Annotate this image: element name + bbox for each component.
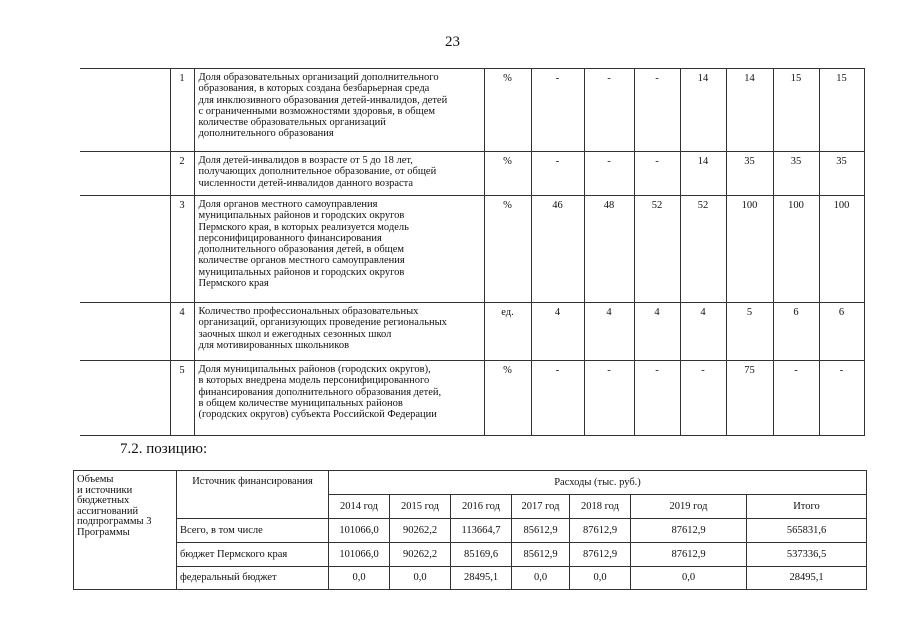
description-line: Доля детей-инвалидов в возрасте от 5 до 18 лет, — [198, 155, 413, 166]
description-line: муниципальных районов и городских округов — [198, 210, 405, 222]
amount-cell: 565831,6 — [747, 519, 867, 543]
indicator-value: - — [531, 69, 584, 152]
indicator-value: 5 — [726, 303, 773, 361]
blank-cell — [80, 196, 170, 303]
indicator-description — [194, 361, 484, 436]
indicator-value: 52 — [680, 196, 726, 303]
blank-cell — [80, 303, 170, 361]
amount-cell: 85612,9 — [512, 543, 570, 567]
indicator-value: 15 — [773, 69, 819, 152]
amount-cell: 87612,9 — [631, 519, 747, 543]
year-header: 2016 год — [451, 495, 512, 519]
year-header: 2017 год — [512, 495, 570, 519]
description-line: для инклюзивного образования детей-инвалидов, детей — [198, 94, 448, 106]
indicator-description — [194, 196, 484, 303]
amount-cell: 90262,2 — [390, 519, 451, 543]
description-line: финансирования дополнительного образования детей, — [198, 386, 442, 398]
indicator-unit: ед. — [484, 303, 531, 361]
indicator-value: 4 — [634, 303, 680, 361]
description-line: дополнительного образования детей, в общем — [198, 244, 405, 256]
description-line: Доля органов местного самоуправления — [198, 199, 378, 210]
amount-cell: 113664,7 — [451, 519, 512, 543]
section-heading: 7.2. позицию: — [120, 441, 208, 457]
indicator-number: 2 — [170, 152, 194, 196]
finance-row — [74, 543, 867, 567]
indicator-value: 35 — [819, 152, 864, 196]
finance-row — [74, 519, 867, 543]
description-line: Пермского края — [198, 278, 269, 290]
amount-cell: 101066,0 — [329, 519, 390, 543]
indicator-value: - — [773, 361, 819, 436]
indicator-value: - — [584, 361, 634, 436]
indicator-unit: % — [484, 69, 531, 152]
description-line: Доля образовательных организаций дополнительного — [198, 72, 439, 83]
indicator-value: 35 — [726, 152, 773, 196]
indicator-number: 3 — [170, 196, 194, 303]
indicator-value: 4 — [680, 303, 726, 361]
label-line: и источники — [77, 484, 133, 496]
description-line: количестве образовательных организаций — [198, 117, 386, 129]
indicator-description — [194, 69, 484, 152]
year-header: 2019 год — [631, 495, 747, 519]
description-line: Пермского края, в которых реализуется модель — [198, 221, 409, 233]
expenses-header: Расходы (тыс. руб.) — [329, 471, 867, 495]
indicator-row — [80, 152, 864, 196]
indicator-value: 14 — [680, 69, 726, 152]
label-line: Объемы — [77, 474, 114, 485]
description-line: образования, в которых создана безбарьерная среда — [198, 83, 430, 95]
indicator-number: 1 — [170, 69, 194, 152]
amount-cell: 87612,9 — [570, 543, 631, 567]
indicator-value: 6 — [773, 303, 819, 361]
amount-cell: 87612,9 — [631, 543, 747, 567]
year-header: 2018 год — [570, 495, 631, 519]
indicator-description — [194, 152, 484, 196]
amount-cell: 87612,9 — [570, 519, 631, 543]
amount-cell: 101066,0 — [329, 543, 390, 567]
blank-cell — [80, 69, 170, 152]
description-line: Количество профессиональных образовательных — [198, 306, 419, 317]
indicator-table — [80, 68, 865, 436]
amount-cell: 0,0 — [570, 567, 631, 590]
description-line: количестве органов местного самоуправления — [198, 255, 405, 267]
indicator-row — [80, 196, 864, 303]
indicator-value: 14 — [726, 69, 773, 152]
description-line: заочных школ и ежегодных сезонных школ — [198, 328, 392, 340]
description-line: муниципальных районов и городских округов — [198, 266, 405, 278]
blank-cell — [80, 361, 170, 436]
indicator-value: 48 — [584, 196, 634, 303]
label-line: ассигнований — [77, 505, 139, 517]
description-line: численности детей-инвалидов данного возраста — [198, 177, 414, 189]
funding-source: бюджет Пермского края — [177, 543, 329, 567]
amount-cell: 85612,9 — [512, 519, 570, 543]
indicator-value: 46 — [531, 196, 584, 303]
indicator-row — [80, 361, 864, 436]
indicator-value: - — [819, 361, 864, 436]
indicator-value: - — [584, 69, 634, 152]
indicator-unit: % — [484, 152, 531, 196]
finance-row-label — [74, 471, 177, 590]
description-line: организаций, организующих проведение региональных — [198, 317, 447, 329]
description-line: (городских округов) субъекта Российской Федерации — [198, 409, 437, 421]
description-line: персонифицированного финансирования — [198, 232, 382, 244]
indicator-value: 4 — [531, 303, 584, 361]
description-line: Доля муниципальных районов (городских округов), — [198, 364, 431, 375]
year-header: Итого — [747, 495, 867, 519]
page-number: 23 — [445, 34, 460, 50]
label-line: бюджетных — [77, 495, 130, 507]
description-line: в общем количестве муниципальных районов — [198, 397, 403, 409]
amount-cell: 537336,5 — [747, 543, 867, 567]
indicator-description — [194, 303, 484, 361]
label-line: подпрограммы 3 — [77, 516, 152, 528]
amount-cell: 90262,2 — [390, 543, 451, 567]
amount-cell: 0,0 — [390, 567, 451, 590]
indicator-number: 5 — [170, 361, 194, 436]
indicator-value: - — [680, 361, 726, 436]
description-line: дополнительного образования — [198, 128, 334, 140]
description-line: в которых внедрена модель персонифицированного — [198, 375, 430, 387]
indicator-value: 6 — [819, 303, 864, 361]
indicator-row — [80, 69, 864, 152]
indicator-value: 52 — [634, 196, 680, 303]
amount-cell: 28495,1 — [451, 567, 512, 590]
year-header: 2015 год — [390, 495, 451, 519]
amount-cell: 0,0 — [512, 567, 570, 590]
description-line: с ограниченными возможностями здоровья, в общем — [198, 105, 436, 117]
indicator-value: - — [584, 152, 634, 196]
year-header: 2014 год — [329, 495, 390, 519]
label-line: Программы — [77, 526, 130, 538]
finance-table — [73, 470, 867, 590]
indicator-unit: % — [484, 196, 531, 303]
indicator-unit: % — [484, 361, 531, 436]
indicator-number: 4 — [170, 303, 194, 361]
finance-row — [74, 567, 867, 590]
indicator-value: 15 — [819, 69, 864, 152]
indicator-value: 14 — [680, 152, 726, 196]
amount-cell: 28495,1 — [747, 567, 867, 590]
indicator-row — [80, 303, 864, 361]
funding-source: Всего, в том числе — [177, 519, 329, 543]
indicator-value: 100 — [773, 196, 819, 303]
amount-cell: 0,0 — [329, 567, 390, 590]
indicator-value: 4 — [584, 303, 634, 361]
indicator-value: - — [634, 152, 680, 196]
amount-cell: 0,0 — [631, 567, 747, 590]
indicator-value: - — [531, 152, 584, 196]
indicator-value: 100 — [726, 196, 773, 303]
source-header: Источник финансирования — [177, 471, 329, 519]
indicator-value: 100 — [819, 196, 864, 303]
indicator-value: - — [634, 69, 680, 152]
indicator-value: - — [531, 361, 584, 436]
funding-source: федеральный бюджет — [177, 567, 329, 590]
indicator-value: 75 — [726, 361, 773, 436]
indicator-value: - — [634, 361, 680, 436]
description-line: для мотивированных школьников — [198, 339, 350, 351]
blank-cell — [80, 152, 170, 196]
amount-cell: 85169,6 — [451, 543, 512, 567]
indicator-value: 35 — [773, 152, 819, 196]
description-line: получающих дополнительное образование, от общей — [198, 166, 437, 178]
